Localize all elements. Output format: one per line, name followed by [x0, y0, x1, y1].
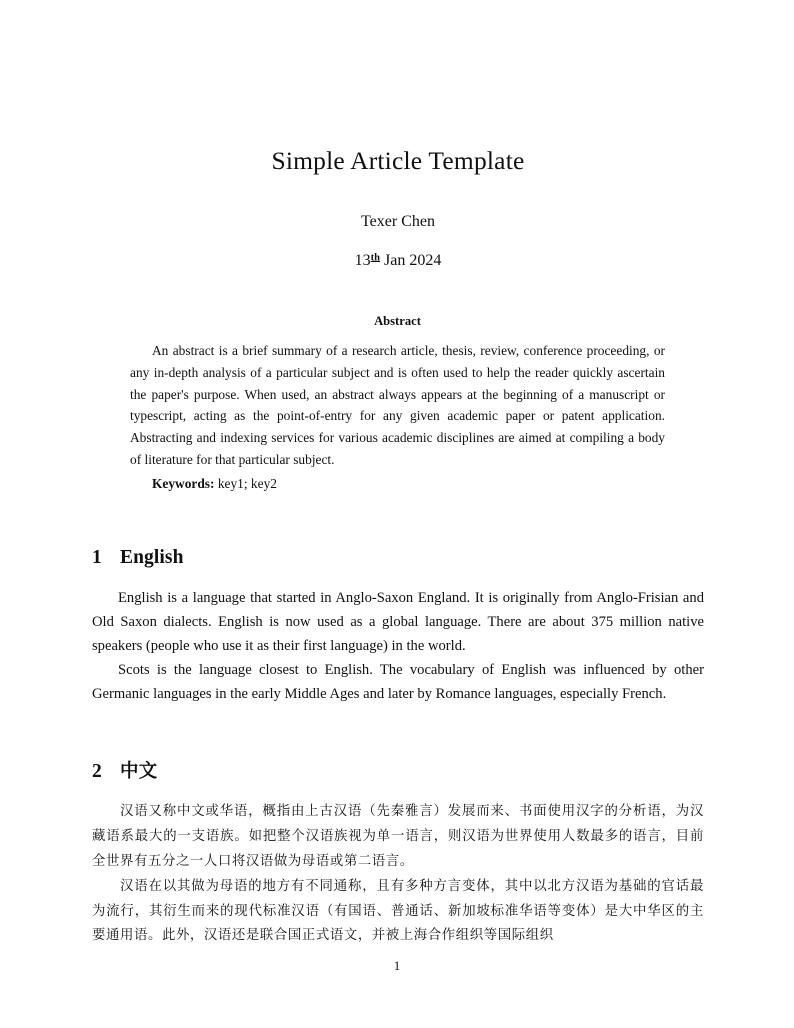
- title-block: [92, 146, 704, 270]
- paragraph: 汉语又称中文或华语，概指由上古汉语（先秦雅言）发展而来、书面使用汉字的分析语，为汉藏语系最大的一支语族。如把整个汉语族视为单一语言，则汉语为世界使用人数最多的语言，目前全世界有五分之一人口将汉语做为母语或第二语言。: [92, 804, 704, 869]
- section-number-2: 2: [92, 761, 102, 782]
- section-title-1: English: [120, 547, 184, 568]
- section-english: [92, 546, 704, 707]
- abstract-text: An abstract is a brief summary of a research article, thesis, review, conference proceeding, or any in-depth analysis of a particular subject and is often used to help the reader quickly ascertain the paper's purpose. When used, an abstract always appears at the beginning of a manuscript or typescript, acting as the point-of-entry for any given academic paper or patent application. Abstracting and indexing services for various academic disciplines are aimed at compiling a body of literature for that particular subject.: [130, 343, 665, 467]
- publication-date: [92, 231, 704, 270]
- section-heading-2: [92, 760, 704, 784]
- abstract-heading: Abstract: [374, 314, 421, 328]
- keywords-value: key1; key2: [214, 476, 277, 492]
- keywords-line: [130, 470, 665, 495]
- section-chinese: [92, 760, 704, 949]
- date-month-year: Jan 2024: [380, 251, 442, 269]
- author-name: Texer Chen: [361, 212, 435, 230]
- section-heading-1: [92, 546, 704, 570]
- paragraph: Scots is the language closest to English. The vocabulary of English was influenced by other Germanic languages in the early Middle Ages and later by Romance languages, especially French.: [92, 662, 704, 703]
- paragraph: 汉语在以其做为母语的地方有不同通称，且有多种方言变体，其中以北方汉语为基础的官话最为流行，其衍生而来的现代标准汉语（有国语、普通话、新加坡标准华语等变体）是大中华区的主要通用语。此外，汉语还是联合国正式语文，并被上海合作组织等国际组织: [92, 878, 704, 944]
- date-day: 13: [354, 251, 371, 269]
- abstract-block: [130, 314, 665, 495]
- section-title-2: 中文: [120, 761, 158, 782]
- page-number: 1: [393, 958, 401, 973]
- keywords-label: Keywords:: [152, 476, 215, 492]
- page-title: Simple Article Template: [271, 146, 525, 175]
- paragraph: English is a language that started in Anglo-Saxon England. It is originally from Anglo-Frisian and Old Saxon dialects. English is now used as a global language. There are about 375 million native speakers (people who use it as their first language) in the world.: [92, 590, 704, 655]
- section-number-1: 1: [92, 547, 102, 568]
- date-ordinal-suffix: th: [370, 252, 381, 264]
